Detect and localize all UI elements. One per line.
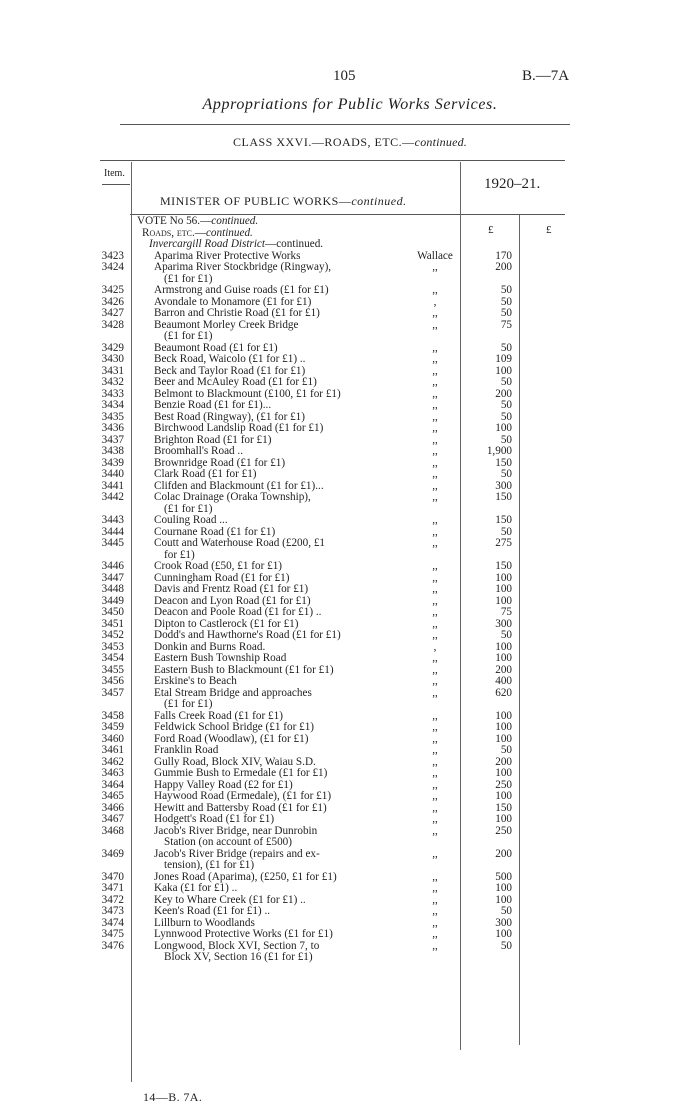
electorate: ,, (432, 732, 438, 745)
item-number: 3441 (101, 479, 124, 492)
roads-heading-suffix: continued. (205, 226, 253, 239)
electorate: ,, (432, 399, 438, 411)
amount: 400 (495, 675, 512, 687)
currency-label-2: £ (546, 224, 552, 236)
item-number: 3428 (101, 318, 124, 331)
electorate: ,, (432, 387, 438, 400)
amount: 50 (500, 629, 512, 641)
amount: 150 (495, 456, 512, 469)
electorate: ,, (432, 433, 438, 446)
item-description: Beck and Taylor Road (£1 for £1) (154, 364, 306, 377)
table-row-continuation (0, 699, 700, 711)
amount: 100 (495, 640, 512, 653)
item-description: Couling Road ... (154, 514, 228, 526)
amount: 50 (500, 307, 512, 319)
amount: 50 (500, 939, 512, 952)
item-description: Falls Creek Road (£1 for £1) (154, 709, 283, 722)
item-number: 3444 (101, 525, 124, 538)
amount: 100 (495, 721, 512, 733)
electorate: ,, (432, 606, 438, 618)
electorate: ,, (432, 709, 438, 722)
electorate: ,, (432, 675, 438, 687)
amount: 275 (495, 537, 512, 549)
electorate: ,, (432, 376, 438, 388)
amount: 100 (495, 422, 512, 434)
table-row (0, 906, 700, 918)
item-description: Dodd's and Hawthorne's Road (£1 for £1) (154, 629, 341, 641)
minister-heading-suffix: continued. (351, 194, 407, 208)
item-number: 3457 (101, 686, 124, 699)
item-header-rule (102, 184, 130, 185)
item-number: 3436 (101, 422, 124, 434)
item-description: Happy Valley Road (£2 for £1) (154, 778, 293, 791)
electorate: ,, (432, 594, 438, 607)
item-number: 3447 (101, 571, 124, 584)
table-row-continuation (0, 331, 700, 343)
electorate: ,, (432, 801, 438, 814)
amount: 620 (495, 686, 512, 699)
item-description: Aparima River Protective Works (154, 249, 301, 262)
item-number: 3459 (101, 721, 124, 733)
item-description: Crook Road (£50, £1 for £1) (154, 560, 283, 572)
item-description: Jacob's River Bridge, near Dunrobin (154, 824, 318, 837)
item-description: Erskine's to Beach (154, 675, 237, 687)
item-number: 3451 (101, 617, 124, 630)
minister-heading (160, 194, 407, 209)
amount: 50 (500, 468, 512, 480)
amount: 200 (495, 755, 512, 768)
item-description: Barron and Christie Road (£1 for £1) (154, 307, 320, 319)
item-description: Avondale to Monamore (£1 for £1) (154, 295, 312, 308)
item-description: Cunningham Road (£1 for £1) (154, 571, 290, 584)
item-number: 3426 (101, 295, 124, 308)
appropriations-table (0, 216, 700, 964)
table-row (0, 320, 700, 332)
table-row (0, 826, 700, 838)
table-row (0, 492, 700, 504)
electorate: ,, (432, 307, 438, 319)
item-number: 3448 (101, 583, 124, 595)
electorate: , (433, 640, 437, 653)
table-row (0, 308, 700, 320)
vote-heading-suffix: continued. (211, 215, 259, 227)
table-row (0, 538, 700, 550)
item-number: 3475 (101, 928, 124, 940)
electorate: ,, (432, 882, 438, 894)
electorate: ,, (432, 767, 438, 779)
amount: 300 (495, 479, 512, 492)
item-description: Gummie Bush to Ermedale (£1 for £1) (154, 767, 328, 779)
item-number: 3425 (101, 284, 124, 296)
district-suffix: —continued. (265, 238, 324, 250)
table-row (0, 584, 700, 596)
amount: 109 (495, 353, 512, 365)
item-number: 3467 (101, 813, 124, 825)
item-description: Haywood Road (Ermedale), (£1 for £1) (154, 790, 332, 802)
table-row (0, 929, 700, 941)
amount: 150 (495, 491, 512, 503)
roads-line (0, 228, 700, 240)
item-description: (£1 for £1) (164, 330, 213, 342)
table-row (0, 688, 700, 700)
roads-heading-text: Roads, etc.— (142, 226, 206, 239)
item-number: 3476 (101, 939, 124, 952)
amount: 100 (495, 732, 512, 745)
electorate: ,, (432, 663, 438, 676)
electorate: ,, (432, 629, 438, 641)
item-description: Eastern Bush Township Road (154, 652, 287, 664)
amount: 150 (495, 560, 512, 572)
minister-heading-text: MINISTER OF PUBLIC WORKS— (160, 194, 352, 208)
amount: 100 (495, 594, 512, 607)
electorate: ,, (432, 686, 438, 699)
amount: 300 (495, 617, 512, 630)
amount: 200 (495, 663, 512, 676)
item-description: Beaumont Road (£1 for £1) (154, 341, 278, 354)
amount: 50 (500, 376, 512, 388)
amount: 100 (495, 709, 512, 722)
table-row (0, 262, 700, 274)
electorate: ,, (432, 583, 438, 595)
electorate: ,, (432, 617, 438, 630)
item-description: Belmont to Blackmount (£100, £1 for £1) (154, 387, 341, 400)
amount: 100 (495, 364, 512, 377)
item-description: Kaka (£1 for £1) .. (154, 882, 238, 894)
item-description: Key to Whare Creek (£1 for £1) .. (154, 893, 306, 906)
amount: 500 (495, 870, 512, 883)
item-number: 3472 (101, 893, 124, 906)
item-description: Block XV, Section 16 (£1 for £1) (164, 951, 313, 963)
item-number: 3454 (101, 652, 124, 664)
page-number: 105 (333, 68, 356, 84)
item-description: Benzie Road (£1 for £1)... (154, 399, 272, 411)
item-number: 3435 (101, 410, 124, 423)
item-number: 3434 (101, 399, 124, 411)
amount: 75 (500, 606, 512, 618)
electorate: ,, (432, 778, 438, 791)
electorate: ,, (432, 479, 438, 492)
electorate: ,, (432, 422, 438, 434)
item-description: Coutt and Waterhouse Road (£200, £1 (154, 537, 326, 549)
table-row (0, 941, 700, 953)
table-row (0, 653, 700, 665)
table-row-continuation (0, 952, 700, 964)
table-row (0, 745, 700, 757)
item-number: 3453 (101, 640, 124, 653)
amount: 300 (495, 916, 512, 929)
amount: 100 (495, 813, 512, 825)
currency-label-1: £ (488, 224, 494, 236)
district-line (0, 239, 700, 251)
table-row (0, 285, 700, 297)
table-row (0, 561, 700, 573)
amount: 250 (495, 778, 512, 791)
amount: 100 (495, 767, 512, 779)
item-number: 3473 (101, 905, 124, 917)
item-number: 3429 (101, 341, 124, 354)
item-number: 3433 (101, 387, 124, 400)
item-number: 3443 (101, 514, 124, 526)
item-number: 3423 (101, 249, 124, 262)
item-number: 3461 (101, 744, 124, 756)
amount: 150 (495, 801, 512, 814)
item-description: Hodgett's Road (£1 for £1) (154, 813, 275, 825)
item-description: Lynnwood Protective Works (£1 for £1) (154, 928, 333, 940)
table-row (0, 883, 700, 895)
amount: 50 (500, 399, 512, 411)
item-description: Clifden and Blackmount (£1 for £1)... (154, 479, 324, 492)
electorate: ,, (432, 721, 438, 733)
electorate: ,, (432, 456, 438, 469)
amount: 75 (500, 318, 512, 331)
amount: 100 (495, 583, 512, 595)
table-row (0, 722, 700, 734)
electorate: ,, (432, 560, 438, 572)
item-number: 3456 (101, 675, 124, 687)
amount: 100 (495, 928, 512, 940)
electorate: ,, (432, 824, 438, 837)
table-row (0, 423, 700, 435)
electorate: , (433, 295, 437, 308)
item-description: Feldwick School Bridge (£1 for £1) (154, 721, 315, 733)
table-row-continuation (0, 860, 700, 872)
amount: 50 (500, 744, 512, 756)
item-number: 3468 (101, 824, 124, 837)
table-row (0, 630, 700, 642)
item-number: 3466 (101, 801, 124, 814)
page-title: Appropriations for Public Works Services. (202, 96, 498, 113)
amount: 50 (500, 295, 512, 308)
amount: 50 (500, 433, 512, 446)
item-description: Best Road (Ringway), (£1 for £1) (154, 410, 306, 423)
item-description: for £1) (164, 548, 195, 561)
electorate: ,, (432, 744, 438, 756)
item-number: 3446 (101, 560, 124, 572)
electorate: ,, (432, 364, 438, 377)
electorate: ,, (432, 537, 438, 549)
item-description: (£1 for £1) (164, 272, 213, 285)
item-description: Deacon and Poole Road (£1 for £1) .. (154, 606, 322, 618)
item-description: Keen's Road (£1 for £1) .. (154, 905, 271, 917)
amount: 50 (500, 410, 512, 423)
district-heading (149, 239, 323, 251)
electorate: ,, (432, 284, 438, 296)
item-description: Beaumont Morley Creek Bridge (154, 318, 299, 331)
item-description: Dipton to Castlerock (£1 for £1) (154, 617, 299, 630)
table-top-rule (100, 160, 565, 161)
amount: 200 (495, 387, 512, 400)
electorate: ,, (432, 755, 438, 768)
year-header: 1920–21. (484, 176, 541, 192)
item-description: Davis and Frentz Road (£1 for £1) (154, 583, 309, 595)
item-description: Franklin Road (154, 744, 219, 756)
item-number: 3463 (101, 767, 124, 779)
item-number: 3442 (101, 491, 124, 503)
item-description: Eastern Bush to Blackmount (£1 for £1) (154, 663, 334, 676)
item-description: Gully Road, Block XIV, Waiau S.D. (154, 755, 316, 768)
item-description: Broomhall's Road .. (154, 445, 244, 457)
item-description: Colac Drainage (Oraka Township), (154, 491, 311, 503)
electorate: ,, (432, 790, 438, 802)
electorate: ,, (432, 571, 438, 584)
item-number: 3455 (101, 663, 124, 676)
item-number: 3462 (101, 755, 124, 768)
table-row (0, 400, 700, 412)
amount: 200 (495, 261, 512, 273)
vote-heading-text: VOTE No 56.— (137, 215, 212, 227)
electorate: Wallace (417, 249, 453, 262)
table-row (0, 768, 700, 780)
amount: 100 (495, 882, 512, 894)
item-description: tension), (£1 for £1) (164, 859, 255, 871)
item-number: 3452 (101, 629, 124, 641)
amount: 100 (495, 790, 512, 802)
item-number: 3438 (101, 445, 124, 457)
electorate: ,, (432, 916, 438, 929)
electorate: ,, (432, 893, 438, 906)
item-number: 3424 (101, 261, 124, 273)
electorate: ,, (432, 445, 438, 457)
table-row (0, 469, 700, 481)
electorate: ,, (432, 341, 438, 354)
item-number: 3427 (101, 307, 124, 319)
item-number: 3431 (101, 364, 124, 377)
electorate: ,, (432, 813, 438, 825)
title-rule (120, 124, 570, 125)
amount: 170 (495, 249, 512, 262)
class-heading-suffix: continued. (414, 135, 467, 149)
item-number: 3432 (101, 376, 124, 388)
electorate: ,, (432, 847, 438, 860)
item-description: Brownridge Road (£1 for £1) (154, 456, 286, 469)
class-heading-text: CLASS XXVI.—ROADS, ETC.— (232, 135, 415, 149)
item-number: 3445 (101, 537, 124, 549)
amount: 50 (500, 284, 512, 296)
item-description: Deacon and Lyon Road (£1 for £1) (154, 594, 311, 607)
amount: 50 (500, 525, 512, 538)
amount: 250 (495, 824, 512, 837)
item-description: Aparima River Stockbridge (Ringway), (154, 261, 332, 273)
electorate: ,, (432, 491, 438, 503)
item-description: (£1 for £1) (164, 698, 213, 710)
item-description: (£1 for £1) (164, 502, 213, 515)
item-number: 3458 (101, 709, 124, 722)
table-row (0, 377, 700, 389)
item-description: Longwood, Block XVI, Section 7, to (154, 939, 320, 952)
document-reference: B.—7A (522, 68, 570, 84)
item-number: 3437 (101, 433, 124, 446)
item-number: 3470 (101, 870, 124, 883)
class-heading (0, 135, 700, 150)
item-description: Beck Road, Waicolo (£1 for £1) .. (154, 353, 306, 365)
electorate: ,, (432, 525, 438, 538)
electorate: ,, (432, 870, 438, 883)
table-row-continuation (0, 837, 700, 849)
item-description: Etal Stream Bridge and approaches (154, 686, 312, 699)
amount: 100 (495, 571, 512, 584)
electorate: ,, (432, 261, 438, 273)
item-number: 3430 (101, 353, 124, 365)
item-number: 3460 (101, 732, 124, 745)
item-number: 3474 (101, 916, 124, 929)
item-description: Armstrong and Guise roads (£1 for £1) (154, 284, 329, 296)
item-description: Beer and McAuley Road (£1 for £1) (154, 376, 317, 388)
item-description: Cournane Road (£1 for £1) (154, 525, 276, 538)
item-description: Donkin and Burns Road. (154, 640, 266, 653)
electorate: ,, (432, 468, 438, 480)
item-description: Station (on account of £500) (164, 836, 293, 848)
amount: 50 (500, 341, 512, 354)
item-description: Jones Road (Aparima), (£250, £1 for £1) (154, 870, 337, 883)
amount: 1,900 (486, 445, 512, 457)
item-description: Jacob's River Bridge (repairs and ex- (154, 847, 320, 860)
item-description: Brighton Road (£1 for £1) (154, 433, 272, 446)
amount: 50 (500, 905, 512, 917)
electorate: ,, (432, 905, 438, 917)
table-row (0, 354, 700, 366)
item-number: 3440 (101, 468, 124, 480)
electorate: ,, (432, 353, 438, 365)
table-row (0, 515, 700, 527)
item-description: Birchwood Landslip Road (£1 for £1) (154, 422, 324, 434)
electorate: ,, (432, 928, 438, 940)
table-row (0, 607, 700, 619)
amount: 200 (495, 847, 512, 860)
electorate: ,, (432, 514, 438, 526)
item-description: Clark Road (£1 for £1) (154, 468, 257, 480)
electorate: ,, (432, 410, 438, 423)
table-row (0, 791, 700, 803)
page-footer-signature: 14—B. 7A. (143, 1090, 203, 1104)
table-row (0, 446, 700, 458)
district-name: Invercargill Road District (149, 238, 265, 250)
table-row (0, 849, 700, 861)
amount: 100 (495, 893, 512, 906)
item-description: Hewitt and Battersby Road (£1 for £1) (154, 801, 327, 814)
vote-line (0, 216, 700, 228)
item-number: 3471 (101, 882, 124, 894)
amount: 100 (495, 652, 512, 664)
table-row (0, 676, 700, 688)
item-number: 3439 (101, 456, 124, 469)
item-column-header: Item. (104, 168, 125, 179)
electorate: ,, (432, 939, 438, 952)
item-description: Lillburn to Woodlands (154, 916, 255, 929)
table-row (0, 814, 700, 826)
amount: 150 (495, 514, 512, 526)
item-number: 3450 (101, 606, 124, 618)
item-number: 3469 (101, 847, 124, 860)
item-number: 3449 (101, 594, 124, 607)
electorate: ,, (432, 318, 438, 331)
item-number: 3464 (101, 778, 124, 791)
electorate: ,, (432, 652, 438, 664)
item-number: 3465 (101, 790, 124, 802)
item-description: Ford Road (Woodlaw), (£1 for £1) (154, 732, 309, 745)
